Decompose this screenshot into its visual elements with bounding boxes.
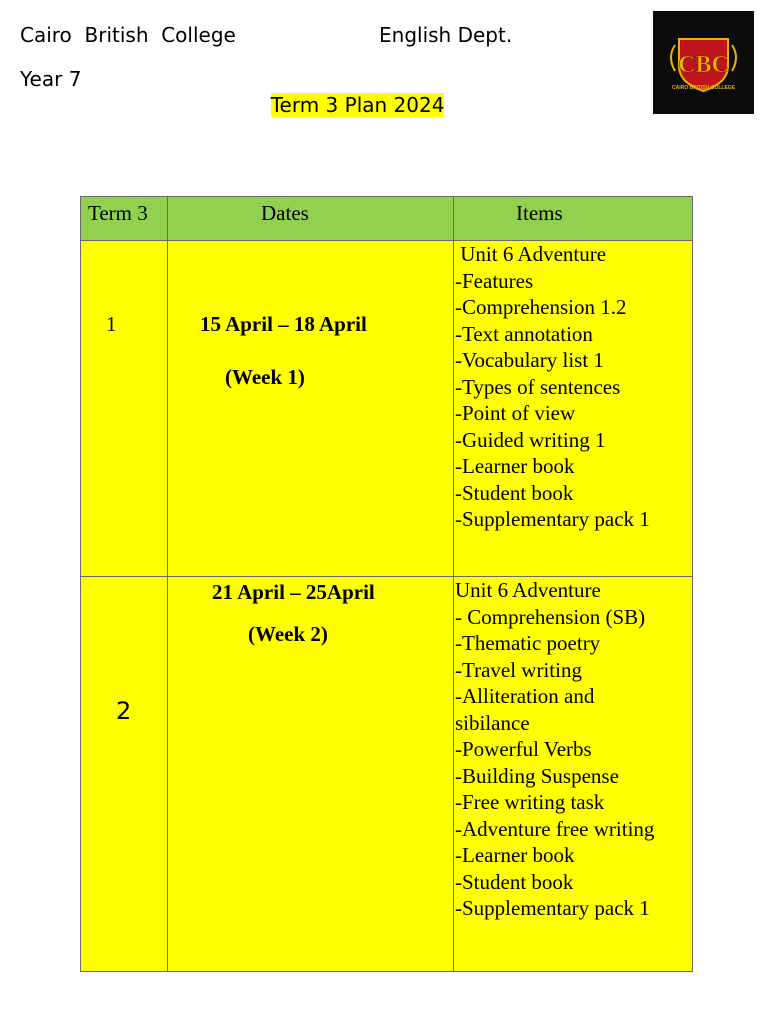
list-item: -Guided writing 1 — [455, 427, 606, 452]
logo-text: CBC — [678, 52, 729, 78]
year-label: Year 7 — [20, 67, 82, 91]
plan-title: Term 3 Plan 2024 — [270, 93, 445, 117]
list-item: -Comprehension 1.2 — [455, 295, 627, 319]
week-label: (Week 2) — [248, 622, 328, 646]
logo-subtext: CAIRO BRITISH COLLEGE — [671, 85, 736, 91]
header-dates: Dates — [168, 197, 454, 241]
date-range: 21 April – 25April — [212, 580, 375, 604]
list-item: -Supplementary pack 1 — [455, 507, 650, 531]
department-name: English Dept. — [379, 23, 513, 47]
list-item: -Alliteration and sibilance — [455, 684, 595, 735]
table-row — [81, 241, 693, 577]
list-item: -Learner book — [455, 843, 575, 867]
list-item: -Text annotation — [455, 321, 593, 346]
list-item: -Adventure free writing — [455, 816, 655, 841]
week-number: 1 — [106, 312, 117, 336]
dates-cell — [168, 241, 454, 577]
list-item: -Student book — [455, 480, 574, 505]
dates-cell — [168, 577, 454, 972]
plan-title-wrap — [258, 66, 444, 118]
items-list — [454, 577, 692, 922]
list-item: -Student book — [455, 869, 574, 894]
items-list — [454, 241, 692, 533]
week-label: (Week 1) — [225, 365, 305, 389]
list-item: Unit 6 Adventure — [455, 242, 607, 266]
list-item: -Powerful Verbs — [455, 737, 592, 761]
items-cell — [454, 577, 693, 972]
list-item: -Supplementary pack 1 — [455, 896, 650, 920]
table-row — [81, 577, 693, 972]
items-cell — [454, 241, 693, 577]
list-item: -Building Suspense — [455, 763, 619, 788]
list-item: Unit 6 Adventure — [455, 578, 601, 602]
header-term: Term 3 — [81, 197, 168, 241]
list-item: -Thematic poetry — [455, 631, 601, 655]
header-items: Items — [454, 197, 693, 241]
table-header-row — [81, 197, 693, 241]
list-item: -Features — [455, 268, 534, 293]
week-number: 2 — [116, 697, 132, 725]
school-name: Cairo British College — [20, 23, 236, 47]
list-item: -Free writing task — [455, 790, 605, 814]
week-number-cell — [81, 241, 168, 577]
college-logo-image — [653, 11, 754, 114]
college-logo — [653, 11, 754, 114]
term-plan-table — [80, 196, 693, 972]
list-item: -Types of sentences — [455, 374, 621, 399]
week-number-cell — [81, 577, 168, 972]
list-item: -Point of view — [455, 401, 576, 425]
list-item: -Learner book — [455, 454, 575, 478]
list-item: -Vocabulary list 1 — [455, 348, 604, 372]
date-range: 15 April – 18 April — [200, 312, 367, 336]
list-item: - Comprehension (SB) — [455, 604, 646, 629]
list-item: -Travel writing — [455, 657, 582, 682]
